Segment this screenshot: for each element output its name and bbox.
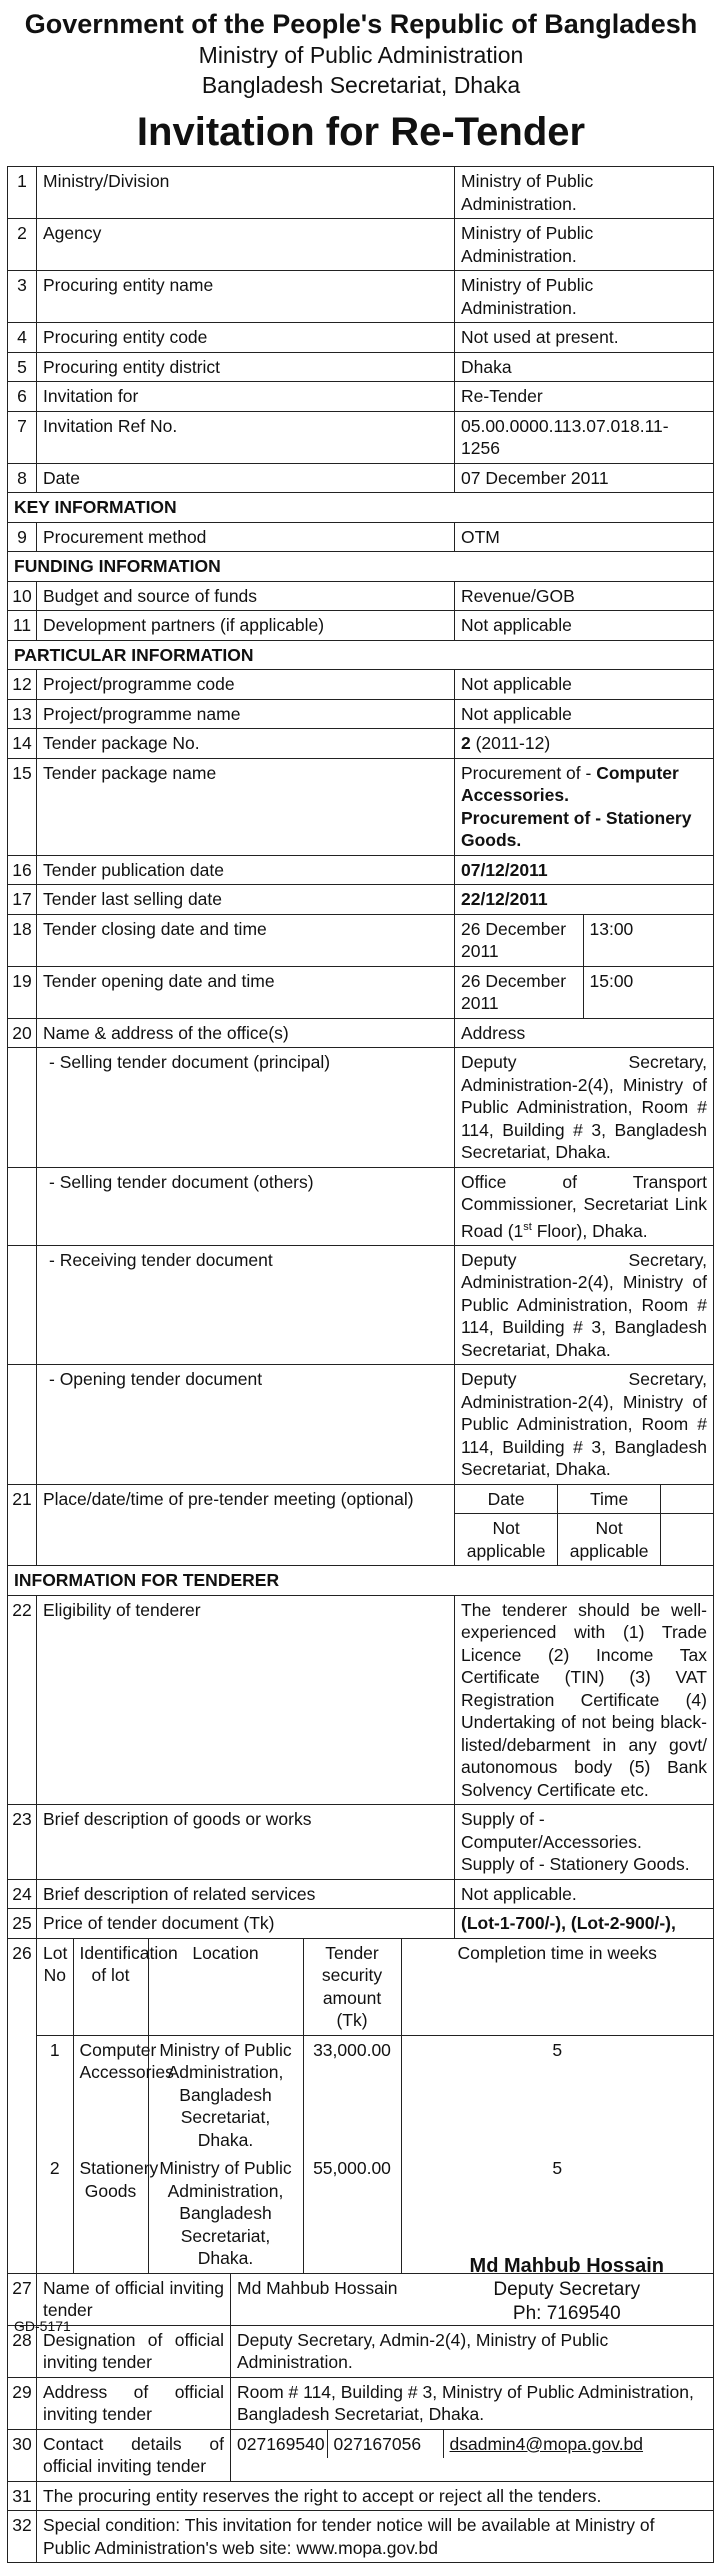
row-value: Deputy Secretary, Administration-2(4), Ministry of Public Administration, Room # 114, Building # 3, Bangladesh Secretariat, Dhaka. <box>455 1245 714 1365</box>
meeting-time-header: Time <box>558 1485 661 1514</box>
row-value: The procuring entity reserves the right to accept or reject all the tenders. <box>37 2481 714 2511</box>
row-value: Re-Tender <box>455 382 714 412</box>
row-number: 2 <box>8 219 37 271</box>
row-label: Tender opening date and time <box>37 966 455 1018</box>
row-value: 05.00.0000.113.07.018.11-1256 <box>455 411 714 463</box>
closing-time: 13:00 <box>583 915 713 966</box>
row-value: 22/12/2011 <box>455 885 714 915</box>
row-number: 6 <box>8 382 37 412</box>
row-number: 22 <box>8 1595 37 1805</box>
row-value <box>455 758 714 855</box>
row-label: Project/programme name <box>37 699 455 729</box>
row-value <box>231 2429 714 2481</box>
section-row <box>8 493 714 523</box>
row-value: Deputy Secretary, Administration-2(4), Ministry of Public Administration, Room # 114, Building # 3, Bangladesh Secretariat, Dhaka. <box>455 1048 714 1168</box>
row-label: Contact details of official inviting tender <box>37 2429 231 2481</box>
table-row <box>8 885 714 915</box>
lot-completion: 5 <box>401 2035 713 2154</box>
table-row <box>8 1909 714 1939</box>
table-row <box>8 522 714 552</box>
row-value: Md Mahbub Hossain <box>231 2273 714 2325</box>
date-time-table <box>455 915 713 966</box>
row-label: Procuring entity name <box>37 271 455 323</box>
row-number: 4 <box>8 323 37 353</box>
table-row <box>8 323 714 353</box>
table-row <box>8 1365 714 1485</box>
package-number: 2 <box>461 733 471 753</box>
phone-number: 027167056 <box>327 2430 443 2459</box>
section-row <box>8 552 714 582</box>
notice-title: Invitation for Re-Tender <box>136 110 586 154</box>
row-label: Tender closing date and time <box>37 914 455 966</box>
row-label: Tender package name <box>37 758 455 855</box>
table-row <box>8 670 714 700</box>
row-value: Deputy Secretary, Administration-2(4), Ministry of Public Administration, Room # 114, Building # 3, Bangladesh Secretariat, Dhaka. <box>455 1365 714 1485</box>
date-time-table <box>455 967 713 1018</box>
ordinal-suffix: st <box>523 1220 532 1233</box>
signatory-title: Deputy Secretary <box>493 2279 641 2300</box>
row-number <box>8 1365 37 1485</box>
meeting-time: Not applicable <box>558 1514 661 1566</box>
row-label: Designation of official inviting tender <box>37 2325 231 2377</box>
row-number: 20 <box>8 1018 37 1048</box>
row-number: 15 <box>8 758 37 855</box>
row-label: Name & address of the office(s) <box>37 1018 455 1048</box>
row-value: Special condition: This invitation for tender notice will be available at Ministry of Public Administration's web site: www.mopa.gov.bd <box>37 2511 714 2563</box>
row-number: 7 <box>8 411 37 463</box>
table-row <box>8 966 714 1018</box>
row-value: Not applicable <box>455 699 714 729</box>
row-number: 14 <box>8 729 37 759</box>
section-heading: PARTICULAR INFORMATION <box>8 640 714 670</box>
row-label: Eligibility of tenderer <box>37 1595 455 1805</box>
table-row <box>8 1595 714 1805</box>
row-number: 12 <box>8 670 37 700</box>
row-value <box>455 966 714 1018</box>
row-number: 16 <box>8 855 37 885</box>
row-number <box>8 1245 37 1365</box>
row-number: 24 <box>8 1879 37 1909</box>
table-row <box>455 1514 713 1566</box>
table-row <box>8 611 714 641</box>
row-value: (Lot-1-700/-), (Lot-2-900/-), <box>455 1909 714 1939</box>
row-value: Revenue/GOB <box>455 581 714 611</box>
table-row <box>8 382 714 412</box>
row-label: - Selling tender document (principal) <box>37 1048 455 1168</box>
row-value: Ministry of Public Administration. <box>455 271 714 323</box>
row-value: Dhaka <box>455 352 714 382</box>
table-row <box>8 1167 714 1245</box>
row-number: 10 <box>8 581 37 611</box>
table-row <box>455 915 713 966</box>
email-cell <box>443 2430 713 2459</box>
table-row <box>8 1484 714 1566</box>
row-label: Budget and source of funds <box>37 581 455 611</box>
row-label: Tender package No. <box>37 729 455 759</box>
row-label: Address of official inviting tender <box>37 2377 231 2429</box>
row-number: 26 <box>8 1938 37 2273</box>
package-year: (2011-12) <box>470 733 551 753</box>
row-value: Deputy Secretary, Admin-2(4), Ministry of Public Administration. <box>231 2325 714 2377</box>
row-number: 1 <box>8 167 37 219</box>
lot-security: 55,000.00 <box>303 2154 401 2273</box>
signatory-phone: Ph: 7169540 <box>512 2303 621 2324</box>
location-header: Location <box>148 1939 303 2036</box>
row-label: Procurement method <box>37 522 455 552</box>
row-label: Procuring entity district <box>37 352 455 382</box>
row-number: 8 <box>8 463 37 493</box>
lots-cell <box>37 1938 714 2273</box>
table-row <box>8 2325 714 2377</box>
row-label: Name of official inviting tender <box>37 2273 231 2325</box>
section-heading: FUNDING INFORMATION <box>8 552 714 582</box>
opening-time: 15:00 <box>583 967 713 1018</box>
row-value: Not applicable <box>455 670 714 700</box>
row-number: 31 <box>8 2481 37 2511</box>
row-label: Invitation Ref No. <box>37 411 455 463</box>
row-value: Ministry of Public Administration. <box>455 219 714 271</box>
signatory-name: Md Mahbub Hossain <box>469 2255 664 2277</box>
lot-location: Ministry of Public Administration, Bangladesh Secretariat, Dhaka. <box>148 2154 303 2273</box>
address-text: Office of Transport Commissioner, Secretariat Link Road (1 <box>461 1171 707 1241</box>
identification-header: Identification of lot <box>73 1939 148 2036</box>
row-value <box>455 1805 714 1880</box>
table-row <box>8 914 714 966</box>
row-number <box>8 1167 37 1245</box>
row-label: Brief description of related services <box>37 1879 455 1909</box>
table-row <box>8 758 714 855</box>
row-number: 17 <box>8 885 37 915</box>
table-row <box>8 1938 714 2273</box>
package-prefix: Procurement of - <box>461 807 606 828</box>
lot-no: 1 <box>49 2039 60 2060</box>
goods-line: Supply of - Computer/Accessories. <box>461 1809 642 1852</box>
table-row <box>37 2035 713 2154</box>
row-label: Brief description of goods or works <box>37 1805 455 1880</box>
row-label: - Opening tender document <box>37 1365 455 1485</box>
section-row <box>8 1566 714 1596</box>
table-row <box>8 2429 714 2481</box>
row-label: - Selling tender document (others) <box>37 1167 455 1245</box>
row-value: Ministry of Public Administration. <box>455 167 714 219</box>
closing-date: 26 December 2011 <box>461 918 567 961</box>
table-row <box>8 219 714 271</box>
meeting-date: Not applicable <box>466 1518 546 1561</box>
row-number: 5 <box>8 352 37 382</box>
row-value: Not applicable <box>455 611 714 641</box>
table-row <box>8 271 714 323</box>
lot-no: 2 <box>49 2158 60 2179</box>
row-label: Place/date/time of pre-tender meeting (optional) <box>37 1484 455 1566</box>
table-row <box>8 167 714 219</box>
row-number: 27 <box>8 2273 37 2325</box>
lot-completion: 5 <box>401 2154 713 2273</box>
row-label: Price of tender document (Tk) <box>37 1909 455 1939</box>
ministry-name: Ministry of Public Administration <box>198 42 524 68</box>
section-row <box>8 640 714 670</box>
table-row <box>8 729 714 759</box>
row-label: Agency <box>37 219 455 271</box>
row-value <box>455 914 714 966</box>
lot-identification: Computer Accessories <box>73 2035 148 2154</box>
table-row <box>8 2511 714 2563</box>
table-row <box>455 1485 713 1514</box>
row-number: 11 <box>8 611 37 641</box>
table-row <box>8 2377 714 2429</box>
lot-identification: Stationery Goods <box>73 2154 148 2273</box>
table-row <box>8 352 714 382</box>
package-name: Stationery Goods. <box>461 807 692 850</box>
row-label: - Receiving tender document <box>37 1245 455 1365</box>
row-number: 30 <box>8 2429 37 2481</box>
secretariat-location: Bangladesh Secretariat, Dhaka <box>201 72 521 98</box>
email-link[interactable]: dsadmin4@mopa.gov.bd <box>449 2433 644 2454</box>
row-value: Address <box>455 1018 714 1048</box>
row-label: Development partners (if applicable) <box>37 611 455 641</box>
table-row <box>8 1879 714 1909</box>
table-row <box>8 2481 714 2511</box>
blank-cell <box>661 1514 714 1566</box>
row-label: Project/programme code <box>37 670 455 700</box>
goods-line: Supply of - Stationery Goods. <box>461 1854 690 1875</box>
row-value: Room # 114, Building # 3, Ministry of Public Administration, Bangladesh Secretariat, Dhaka. <box>231 2377 714 2429</box>
contact-table <box>231 2430 713 2459</box>
row-number: 32 <box>8 2511 37 2563</box>
row-value: Not used at present. <box>455 323 714 353</box>
security-header: Tender security amount (Tk) <box>303 1939 401 2036</box>
row-value <box>455 1484 714 1566</box>
section-heading: INFORMATION FOR TENDERER <box>8 1566 714 1596</box>
row-value: The tenderer should be well-experienced with (1) Trade Licence (2) Income Tax Certificate (TIN) (3) VAT Registration Certificate (4) Undertaking of not being black-listed/debarment in any govt/ autonomous body (5) Bank Solvency Certificate etc. <box>455 1595 714 1805</box>
table-row <box>8 1048 714 1168</box>
row-label: Procuring entity code <box>37 323 455 353</box>
table-row <box>8 581 714 611</box>
row-number: 21 <box>8 1484 37 1566</box>
table-row <box>8 699 714 729</box>
lots-table <box>37 1939 713 2273</box>
row-value: 07/12/2011 <box>455 855 714 885</box>
table-row <box>455 967 713 1018</box>
row-number: 23 <box>8 1805 37 1880</box>
lots-header-row <box>37 1939 713 2036</box>
row-number: 28 <box>8 2325 37 2377</box>
lot-no-header: Lot No <box>37 1939 73 2036</box>
notice-header <box>0 0 722 166</box>
row-label: Tender publication date <box>37 855 455 885</box>
row-label: Invitation for <box>37 382 455 412</box>
government-name: Government of the People's Republic of Bangladesh <box>24 9 698 39</box>
row-number: 13 <box>8 699 37 729</box>
footer-code: GD-5171 <box>14 2318 71 2334</box>
row-value: Not applicable. <box>455 1879 714 1909</box>
blank-cell <box>661 1485 714 1514</box>
row-value: OTM <box>455 522 714 552</box>
table-row <box>8 1018 714 1048</box>
table-row <box>8 1805 714 1880</box>
row-number: 19 <box>8 966 37 1018</box>
tender-details-table <box>7 166 714 2563</box>
row-number: 29 <box>8 2377 37 2429</box>
row-number: 9 <box>8 522 37 552</box>
row-number: 25 <box>8 1909 37 1939</box>
meeting-table <box>455 1485 713 1566</box>
table-row <box>8 411 714 463</box>
row-label: Ministry/Division <box>37 167 455 219</box>
row-number <box>8 1048 37 1168</box>
package-name: Computer Accessories. <box>461 762 679 805</box>
table-row <box>8 855 714 885</box>
row-label: Tender last selling date <box>37 885 455 915</box>
row-value: 07 December 2011 <box>455 463 714 493</box>
row-value <box>455 729 714 759</box>
meeting-date-header: Date <box>455 1485 558 1514</box>
row-number: 3 <box>8 271 37 323</box>
phone-number: 027169540 <box>237 2433 325 2454</box>
row-value <box>455 1167 714 1245</box>
table-row <box>8 463 714 493</box>
section-heading: KEY INFORMATION <box>8 493 714 523</box>
row-number: 18 <box>8 914 37 966</box>
opening-date: 26 December 2011 <box>461 970 567 1013</box>
completion-header: Completion time in weeks <box>401 1939 713 2036</box>
lot-location: Ministry of Public Administration, Bangladesh Secretariat, Dhaka. <box>148 2035 303 2154</box>
lot-security: 33,000.00 <box>303 2035 401 2154</box>
package-prefix: Procurement of - <box>461 762 597 783</box>
table-row <box>231 2430 713 2459</box>
address-text: Floor), Dhaka. <box>531 1220 648 1241</box>
table-row <box>8 1245 714 1365</box>
row-label: Date <box>37 463 455 493</box>
signature-block <box>470 2254 664 2326</box>
